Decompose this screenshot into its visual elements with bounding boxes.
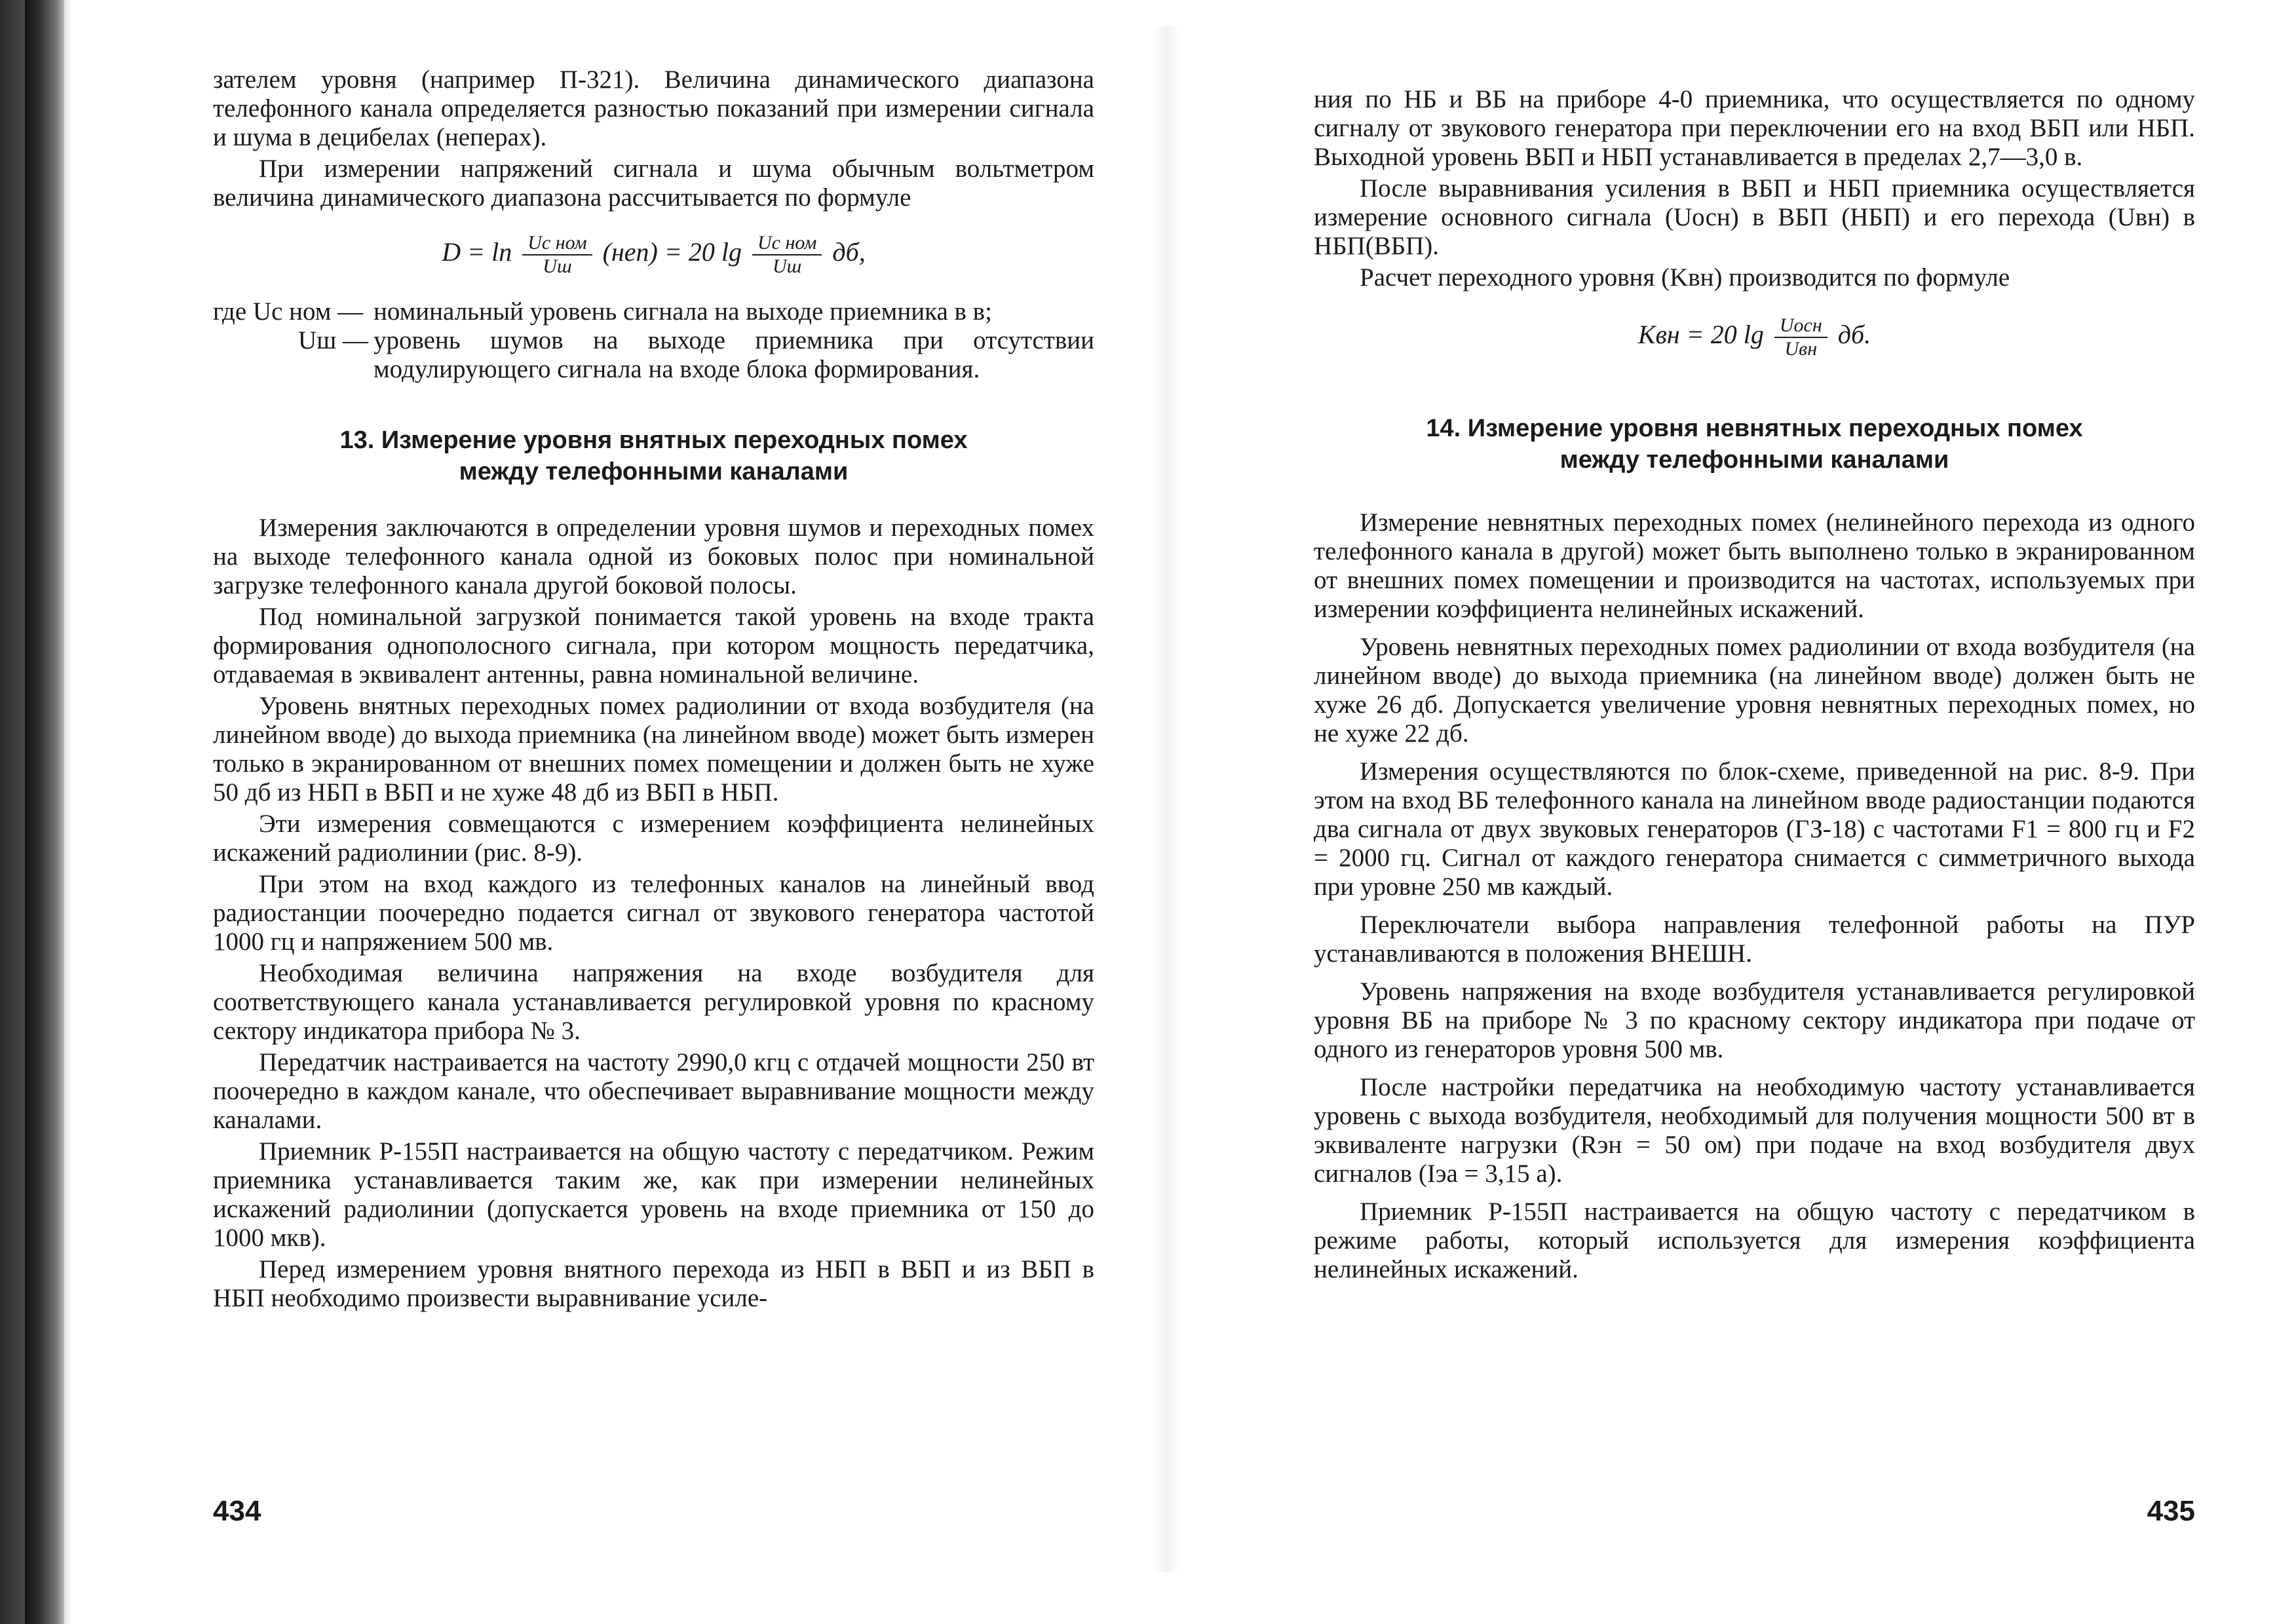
paragraph: Приемник Р-155П настраивается на общую частоту с передатчиком. Режим приемника устанавливается таким же, как при измерении нелинейных искажений радиолинии (допускается уровень на входе приемника от 150 до 1000 мкв). [213, 1137, 1094, 1252]
paragraph: Под номинальной загрузкой понимается такой уровень на входе тракта формирования однополосного сигнала, при котором мощность передатчика, отдаваемая в эквивалент антенны, равна номинальной величине. [213, 603, 1094, 689]
paragraph: Расчет переходного уровня (Kвн) производится по формуле [1360, 263, 2010, 292]
paragraph: Эти измерения совмещаются с измерением коэффициента нелинейных искажений радиолинии (рис. 8-9). [213, 810, 1094, 867]
section-14-body [1314, 508, 2195, 1284]
formula-unit: дб. [1837, 320, 1871, 350]
section-13-heading-line-2: между телефонными каналами [459, 458, 849, 485]
section-14-heading-line-2: между телефонными каналами [1559, 446, 1949, 474]
legend-symbol: где Uс ном — [213, 297, 364, 326]
paragraph: Необходимая величина напряжения на входе возбудителя для соответствующего канала устанавливается регулировкой уровня по красному сектору индикатора прибора № 3. [213, 959, 1094, 1045]
left-intro-paragraph: зателем уровня (например П-321). Величина динамического диапазона телефонного канала определяется разностью показаний при измерении сигнала и шума в децибелах (неперах). [213, 66, 1094, 151]
formula-fraction-2 [752, 232, 822, 278]
legend-text: уровень шумов на выходе приемника при отсутствии модулирующего сигнала на входе блока формирования. [373, 326, 1094, 383]
legend-symbol: Uш — [298, 326, 368, 354]
fraction-numerator: Uосн [1774, 314, 1827, 338]
paragraph: Уровень напряжения на входе возбудителя устанавливается регулировкой уровня ВБ на приборе № 3 по красному сектору индикатора при подаче от одного из генераторов уровня 500 мв. [1314, 977, 2195, 1063]
legend-row [213, 297, 1094, 326]
dynamic-range-formula [213, 232, 1094, 278]
page-gutter [1153, 26, 1179, 1572]
section-14-heading [1314, 413, 2195, 476]
fraction-denominator: Uвн [1784, 338, 1818, 360]
paragraph: После настройки передатчика на необходимую частоту устанавливается уровень с выхода возбудителя, необходимый для получения мощности 500 вт в эквиваленте нагрузки (Rэн = 50 ом) при подаче на вход возбудителя двух сигналов (Iэа = 3,15 а). [1314, 1073, 2195, 1188]
formula-lhs: D = ln [442, 237, 512, 267]
left-formula-intro: При измерении напряжений сигнала и шума обычным вольтметром величина динамического диапазона рассчитывается по формуле [213, 155, 1094, 212]
formula-fraction-1 [522, 232, 592, 278]
paragraph: Приемник Р-155П настраивается на общую частоту с передатчиком в режиме работы, который используется для измерения коэффициента нелинейных искажений. [1314, 1198, 2195, 1283]
paragraph: Уровень внятных переходных помех радиолинии от входа возбудителя (на линейном вводе) до выхода приемника (на линейном вводе) может быть измерен только в экранированном от внешних помех помещении и должен быть не хуже 50 дб из НБП в ВБП и не хуже 48 дб из ВБП в НБП. [213, 692, 1094, 806]
fraction-1-denominator: Uш [543, 255, 572, 277]
paragraph: Измерения осуществляются по блок-схеме, приведенной на рис. 8-9. При этом на вход ВБ телефонного канала на линейном вводе радиостанции подаются два сигнала от двух звуковых генераторов (ГЗ-18) с частотами F1 = 800 гц и F2 = 2000 гц. Сигнал от каждого генератора снимается с симметричного выхода при уровне 250 мв каждый. [1314, 757, 2195, 901]
paragraph: После выравнивания усиления в ВБП и НБП приемника осуществляется измерение основного сигнала (Uосн) в ВБП (НБП) и его перехода (Uвн) в НБП(ВБП). [1314, 174, 2195, 260]
paragraph: Передатчик настраивается на частоту 2990,0 кгц с отдачей мощности 250 вт поочередно в каждом канале, что обеспечивает выравнивание мощности между каналами. [213, 1048, 1094, 1134]
crosstalk-formula [1314, 314, 2195, 360]
fraction-2-denominator: Uш [773, 255, 802, 277]
legend-text: номинальный уровень сигнала на выходе приемника в в; [373, 297, 992, 326]
right-page [1314, 0, 2195, 1624]
paragraph: Уровень невнятных переходных помех радиолинии от входа возбудителя (на линейном вводе) до выхода приемника (на линейном вводе) должен быть не хуже 26 дб. Допускается увеличение уровня невнятных переходных помех, но не хуже 22 дб. [1314, 633, 2195, 747]
formula-unit: дб, [832, 237, 866, 267]
fraction-2-numerator: Uс ном [752, 232, 822, 255]
formula-lhs: Kвн = 20 lg [1637, 320, 1764, 350]
page-number-left: 434 [213, 1495, 261, 1527]
book-spine-edge [25, 0, 64, 1624]
paragraph: Переключатели выбора направления телефонной работы на ПУР устанавливаются в положения ВНЕШН. [1314, 911, 2195, 968]
page-number-right: 435 [2147, 1495, 2195, 1527]
paragraph: Измерение невнятных переходных помех (нелинейного перехода из одного телефонного канала в другой) может быть выполнено только в экранированном от внешних помех помещении и производится на частотах, используемых при измерении коэффициента нелинейных искажений. [1314, 508, 2195, 623]
section-14-heading-line-1: 14. Измерение уровня невнятных переходных помех [1426, 415, 2083, 442]
left-page [213, 0, 1094, 1624]
left-page-body [213, 66, 1094, 1313]
formula-middle: (неп) = 20 lg [602, 237, 742, 267]
right-page-body [1314, 85, 2195, 1284]
right-continuation-paragraph: ния по НБ и ВБ на приборе 4-0 приемника, что осуществляется по одному сигналу от звукового генератора при переключении его на вход ВБП или НБП. Выходной уровень ВБП и НБП устанавливается в пределах 2,7—3,0 в. [1314, 85, 2195, 171]
paragraph: При этом на вход каждого из телефонных каналов на линейный ввод радиостанции поочередно подается сигнал от звукового генератора частотой 1000 гц и напряжением 500 мв. [213, 870, 1094, 956]
legend-row [213, 326, 1094, 384]
section-13-body [213, 514, 1094, 1313]
section-13-heading-line-1: 13. Измерение уровня внятных переходных помех [339, 426, 968, 454]
paragraph: Перед измерением уровня внятного перехода из НБП в ВБП и из ВБП в НБП необходимо произвести выравнивание усиле- [213, 1255, 1094, 1312]
fraction-1-numerator: Uс ном [522, 232, 592, 255]
paragraph: Измерения заключаются в определении уровня шумов и переходных помех на выходе телефонного канала одной из боковых полос при номинальной загрузке телефонного канала другой боковой полосы. [213, 514, 1094, 599]
section-13-heading [213, 425, 1094, 487]
formula-fraction [1774, 314, 1827, 360]
